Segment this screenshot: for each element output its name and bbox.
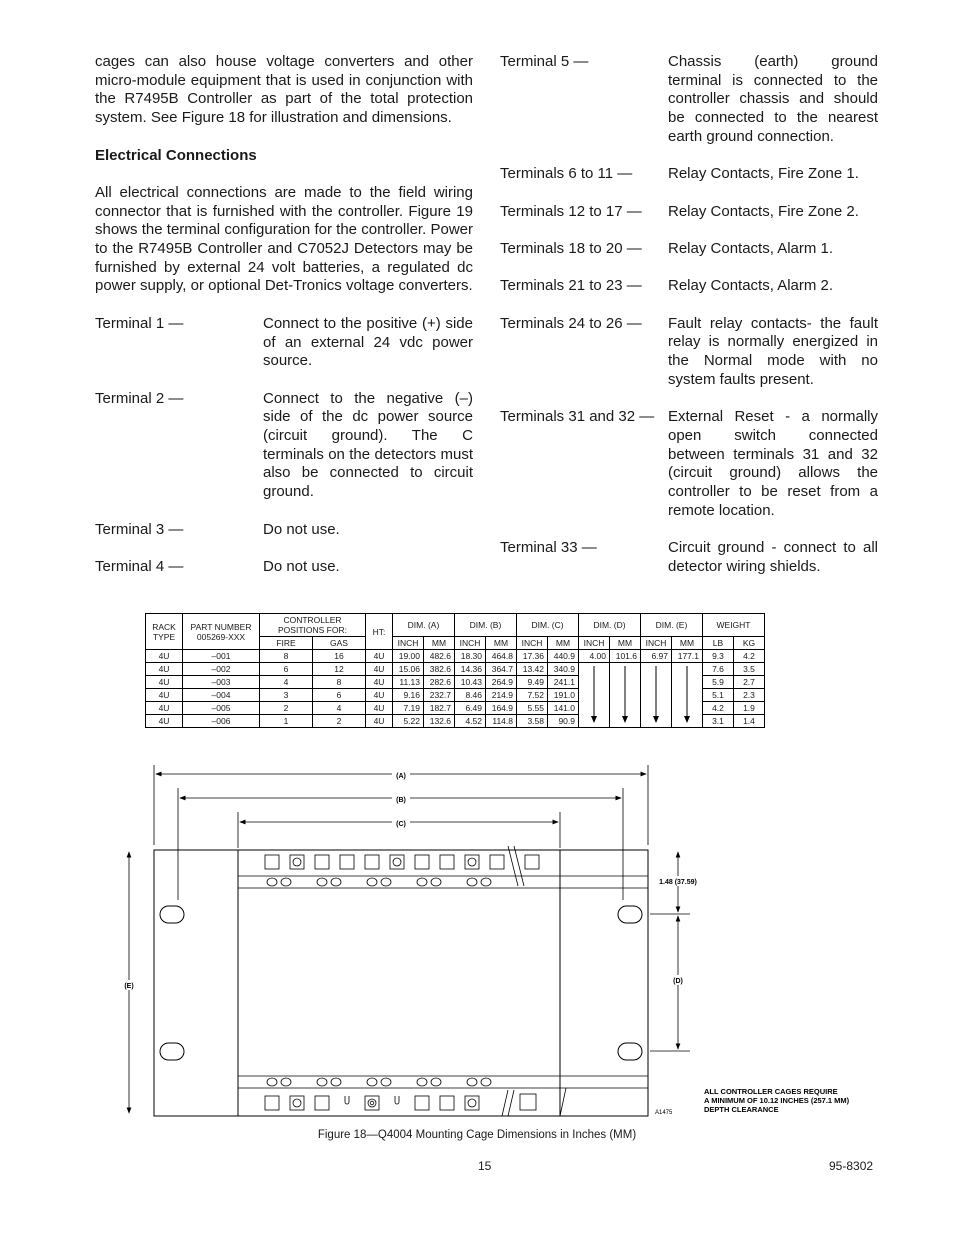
dim-e-header: DIM. (E) bbox=[641, 614, 703, 637]
rack-cell: 4U bbox=[146, 663, 183, 676]
rack-cell: 4U bbox=[146, 676, 183, 689]
dim-d-inch-cell: 4.00 bbox=[579, 650, 610, 663]
rack-cell: 4U bbox=[146, 689, 183, 702]
rack-cell: 4U bbox=[146, 715, 183, 728]
dimension-a-label: (A) bbox=[396, 773, 406, 780]
dim-c-mm-cell: 440.9 bbox=[548, 650, 579, 663]
body-paragraph: All electrical connections are made to the field wiring connector that is furnished with the controller. Figure 19 shows the terminal configuration for the controller. Power to the R7495B Controller and C7052J Detectors may be furnished by external 24 volt batteries, a regulated dc power supply, or optional Det-Tronics voltage converters. bbox=[95, 183, 473, 295]
terminal-entry bbox=[500, 203, 878, 222]
terminal-label: Terminals 21 to 23 — bbox=[500, 277, 642, 295]
fire-cell: 2 bbox=[260, 702, 313, 715]
dimensions-table bbox=[145, 613, 765, 728]
dim-b-mm-cell: 164.9 bbox=[486, 702, 517, 715]
dim-b-mm-cell: 114.8 bbox=[486, 715, 517, 728]
page-number: 15 bbox=[478, 1159, 492, 1173]
intro-paragraph: cages can also house voltage converters and other micro-module equipment that is used in conjunction with the R7495B Controller as part of the total protection system. See Figure 18 for illustration and dimensions. bbox=[95, 53, 473, 127]
dim-c-inch-cell: 3.58 bbox=[517, 715, 548, 728]
fire-cell: 1 bbox=[260, 715, 313, 728]
gas-cell: 4 bbox=[313, 702, 366, 715]
dim-b-inch-cell: 10.43 bbox=[455, 676, 486, 689]
clearance-note-line: DEPTH CLEARANCE bbox=[704, 1105, 779, 1114]
gas-cell: 8 bbox=[313, 676, 366, 689]
drawing-id: A1475 bbox=[655, 1110, 673, 1116]
dim-b-header: DIM. (B) bbox=[455, 614, 517, 637]
terminal-entry bbox=[500, 53, 878, 147]
dim-e-mm-same-arrow bbox=[672, 663, 703, 728]
down-arrow-icon bbox=[675, 664, 699, 724]
fire-cell: 3 bbox=[260, 689, 313, 702]
terminal-label: Terminals 24 to 26 — bbox=[500, 314, 642, 332]
document-number: 95-8302 bbox=[829, 1159, 874, 1173]
dim-b-inch-cell: 6.49 bbox=[455, 702, 486, 715]
down-arrow-icon bbox=[613, 664, 637, 724]
terminal-description: Do not use. bbox=[263, 557, 340, 575]
dim-a-mm-cell: 232.7 bbox=[424, 689, 455, 702]
terminal-entry bbox=[500, 408, 878, 520]
gas-cell: 2 bbox=[313, 715, 366, 728]
part-cell: –003 bbox=[183, 676, 260, 689]
dimension-e-label: (E) bbox=[124, 983, 134, 990]
dim-b-mm-cell: 214.9 bbox=[486, 689, 517, 702]
mm-header: MM bbox=[424, 637, 455, 650]
dim-c-inch-cell: 7.52 bbox=[517, 689, 548, 702]
dim-e-inch-cell: 6.97 bbox=[641, 650, 672, 663]
part-cell: –002 bbox=[183, 663, 260, 676]
terminal-description: Relay Contacts, Alarm 1. bbox=[668, 239, 834, 257]
part-cell: –004 bbox=[183, 689, 260, 702]
mm-header: MM bbox=[486, 637, 517, 650]
figure-caption: Figure 18—Q4004 Mounting Cage Dimensions in Inches (MM) bbox=[317, 1129, 637, 1141]
fire-header: FIRE bbox=[260, 637, 313, 650]
terminal-entry bbox=[500, 277, 878, 296]
inch-header: INCH bbox=[579, 637, 610, 650]
gas-header: GAS bbox=[313, 637, 366, 650]
right-column bbox=[500, 53, 878, 595]
terminal-description: Relay Contacts, Fire Zone 1. bbox=[668, 165, 859, 183]
weight-kg-cell: 1.9 bbox=[734, 702, 765, 715]
terminal-label: Terminals 6 to 11 — bbox=[500, 165, 633, 183]
terminal-entry bbox=[95, 521, 473, 540]
dim-a-inch-cell: 9.16 bbox=[393, 689, 424, 702]
terminal-label: Terminals 12 to 17 — bbox=[500, 202, 642, 220]
part-number-header: PART NUMBER 005269-XXX bbox=[183, 614, 260, 650]
weight-kg-cell: 1.4 bbox=[734, 715, 765, 728]
dim-c-inch-cell: 9.49 bbox=[517, 676, 548, 689]
terminal-description: Do not use. bbox=[263, 520, 340, 538]
dim-e-inch-same-arrow bbox=[641, 663, 672, 728]
dimension-b-label: (B) bbox=[396, 797, 406, 804]
terminal-entry bbox=[500, 240, 878, 259]
dimension-c-label: (C) bbox=[396, 821, 406, 828]
terminal-entry bbox=[500, 165, 878, 184]
dimension-d-label: (D) bbox=[673, 978, 683, 985]
terminal-description: Relay Contacts, Alarm 2. bbox=[668, 277, 834, 295]
fire-cell: 4 bbox=[260, 676, 313, 689]
down-arrow-icon bbox=[582, 664, 606, 724]
dim-a-inch-cell: 15.06 bbox=[393, 663, 424, 676]
rack-cell: 4U bbox=[146, 650, 183, 663]
clearance-note-line: ALL CONTROLLER CAGES REQUIRE bbox=[704, 1087, 838, 1096]
dim-d-inch-same-arrow bbox=[579, 663, 610, 728]
inch-header: INCH bbox=[517, 637, 548, 650]
mounting-slot bbox=[160, 906, 184, 923]
down-arrow-icon bbox=[644, 664, 668, 724]
terminal-description: Connect to the positive (+) side of an external 24 vdc power source. bbox=[263, 314, 473, 370]
weight-lb-cell: 4.2 bbox=[703, 702, 734, 715]
terminal-entry bbox=[95, 315, 473, 371]
part-cell: –005 bbox=[183, 702, 260, 715]
weight-lb-cell: 3.1 bbox=[703, 715, 734, 728]
gas-cell: 16 bbox=[313, 650, 366, 663]
terminal-description: Chassis (earth) ground terminal is connected to the controller chassis and should be connected to the nearest earth ground connection. bbox=[668, 53, 878, 145]
mounting-slot bbox=[618, 1043, 642, 1060]
terminal-description: Connect to the negative (–) side of the dc power source (circuit ground). The C terminals on the detectors must also be connected to circuit ground. bbox=[263, 389, 473, 501]
gas-cell: 6 bbox=[313, 689, 366, 702]
ht-cell: 4U bbox=[366, 715, 393, 728]
dim-a-mm-cell: 482.6 bbox=[424, 650, 455, 663]
weight-kg-cell: 2.7 bbox=[734, 676, 765, 689]
dim-b-inch-cell: 14.36 bbox=[455, 663, 486, 676]
offset-dimension-label: 1.48 (37.59) bbox=[659, 879, 697, 886]
mm-header: MM bbox=[672, 637, 703, 650]
dim-b-mm-cell: 464.8 bbox=[486, 650, 517, 663]
dim-a-inch-cell: 19.00 bbox=[393, 650, 424, 663]
weight-kg-cell: 3.5 bbox=[734, 663, 765, 676]
dim-c-mm-cell: 141.0 bbox=[548, 702, 579, 715]
rack-type-header: RACK TYPE bbox=[146, 614, 183, 650]
terminal-entry bbox=[95, 390, 473, 502]
dim-a-mm-cell: 282.6 bbox=[424, 676, 455, 689]
terminal-label: Terminals 18 to 20 — bbox=[500, 239, 642, 257]
dim-c-inch-cell: 17.36 bbox=[517, 650, 548, 663]
weight-lb-cell: 5.1 bbox=[703, 689, 734, 702]
terminal-label: Terminal 4 — bbox=[95, 557, 184, 575]
bottom-terminal-row bbox=[265, 1078, 536, 1110]
dim-c-inch-cell: 5.55 bbox=[517, 702, 548, 715]
mounting-cage-diagram bbox=[120, 760, 850, 1125]
weight-lb-cell: 5.9 bbox=[703, 676, 734, 689]
dim-a-mm-cell: 132.6 bbox=[424, 715, 455, 728]
dim-d-mm-same-arrow bbox=[610, 663, 641, 728]
part-cell: –006 bbox=[183, 715, 260, 728]
mounting-slot bbox=[160, 1043, 184, 1060]
terminal-label: Terminal 3 — bbox=[95, 520, 184, 538]
table-header-row bbox=[146, 614, 765, 637]
dim-a-inch-cell: 5.22 bbox=[393, 715, 424, 728]
lb-header: LB bbox=[703, 637, 734, 650]
terminal-description: External Reset - a normally open switch connected between terminals 31 and 32 (circuit ground) allows the controller to be reset from a remote location. bbox=[668, 408, 878, 519]
inch-header: INCH bbox=[393, 637, 424, 650]
mounting-slot bbox=[618, 906, 642, 923]
part-cell: –001 bbox=[183, 650, 260, 663]
rack-cell: 4U bbox=[146, 702, 183, 715]
mounting-slots bbox=[160, 906, 642, 1060]
terminal-description: Relay Contacts, Fire Zone 2. bbox=[668, 202, 859, 220]
dim-b-inch-cell: 4.52 bbox=[455, 715, 486, 728]
section-heading: Electrical Connections bbox=[95, 146, 257, 164]
dim-a-mm-cell: 182.7 bbox=[424, 702, 455, 715]
dim-c-mm-cell: 241.1 bbox=[548, 676, 579, 689]
inch-header: INCH bbox=[641, 637, 672, 650]
weight-lb-cell: 7.6 bbox=[703, 663, 734, 676]
dim-b-mm-cell: 364.7 bbox=[486, 663, 517, 676]
terminal-entry bbox=[500, 315, 878, 390]
dim-c-inch-cell: 13.42 bbox=[517, 663, 548, 676]
fire-cell: 8 bbox=[260, 650, 313, 663]
dim-b-inch-cell: 8.46 bbox=[455, 689, 486, 702]
top-terminal-row bbox=[265, 855, 539, 886]
dim-c-mm-cell: 90.9 bbox=[548, 715, 579, 728]
mm-header: MM bbox=[548, 637, 579, 650]
terminal-entry bbox=[500, 539, 878, 576]
dim-c-mm-cell: 191.0 bbox=[548, 689, 579, 702]
mm-header: MM bbox=[610, 637, 641, 650]
dim-a-inch-cell: 11.13 bbox=[393, 676, 424, 689]
dim-b-inch-cell: 18.30 bbox=[455, 650, 486, 663]
terminal-entry bbox=[95, 558, 473, 577]
dim-d-header: DIM. (D) bbox=[579, 614, 641, 637]
terminal-label: Terminals 31 and 32 — bbox=[500, 408, 655, 426]
dim-a-header: DIM. (A) bbox=[393, 614, 455, 637]
controller-positions-header: CONTROLLER POSITIONS FOR: bbox=[260, 614, 366, 637]
left-column bbox=[95, 53, 473, 595]
ht-cell: 4U bbox=[366, 663, 393, 676]
weight-kg-cell: 2.3 bbox=[734, 689, 765, 702]
terminal-label: Terminal 33 — bbox=[500, 539, 597, 557]
weight-kg-cell: 4.2 bbox=[734, 650, 765, 663]
ht-cell: 4U bbox=[366, 676, 393, 689]
terminal-label: Terminal 5 — bbox=[500, 53, 589, 70]
dim-d-mm-cell: 101.6 bbox=[610, 650, 641, 663]
ht-cell: 4U bbox=[366, 689, 393, 702]
dim-c-mm-cell: 340.9 bbox=[548, 663, 579, 676]
ht-cell: 4U bbox=[366, 702, 393, 715]
extension-lines bbox=[154, 765, 648, 900]
clearance-note-line: A MINIMUM OF 10.12 INCHES (257.1 MM) bbox=[704, 1096, 850, 1105]
terminal-label: Terminal 1 — bbox=[95, 314, 184, 332]
weight-lb-cell: 9.3 bbox=[703, 650, 734, 663]
dim-e-mm-cell: 177.1 bbox=[672, 650, 703, 663]
dim-a-inch-cell: 7.19 bbox=[393, 702, 424, 715]
gas-cell: 12 bbox=[313, 663, 366, 676]
inch-header: INCH bbox=[455, 637, 486, 650]
dim-c-header: DIM. (C) bbox=[517, 614, 579, 637]
dim-a-mm-cell: 382.6 bbox=[424, 663, 455, 676]
ht-header: HT: bbox=[366, 614, 393, 650]
table-row bbox=[146, 650, 765, 663]
ht-cell: 4U bbox=[366, 650, 393, 663]
kg-header: KG bbox=[734, 637, 765, 650]
dim-b-mm-cell: 264.9 bbox=[486, 676, 517, 689]
terminal-label: Terminal 2 — bbox=[95, 389, 184, 407]
weight-header: WEIGHT bbox=[703, 614, 765, 637]
table-row bbox=[146, 663, 765, 676]
fire-cell: 6 bbox=[260, 663, 313, 676]
terminal-description: Fault relay contacts- the fault relay is normally energized in the Normal mode with no system faults present. bbox=[668, 314, 878, 388]
terminal-description: Circuit ground - connect to all detector wiring shields. bbox=[668, 539, 878, 575]
